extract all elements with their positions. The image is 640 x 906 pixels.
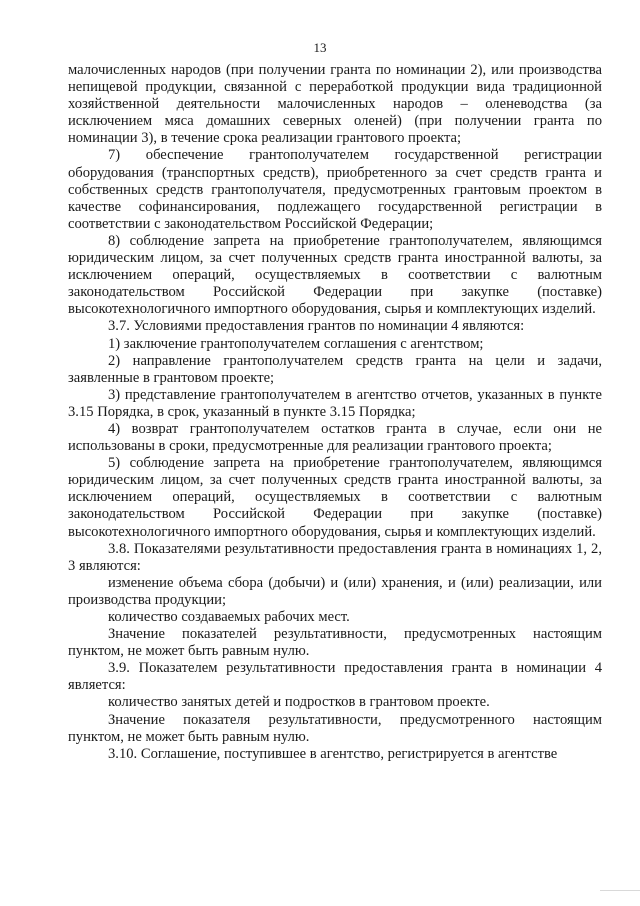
paragraph: количество создаваемых рабочих мест. <box>108 609 350 625</box>
scan-edge-artifact <box>600 890 640 906</box>
paragraph: 3.7. Условиями предоставления грантов по номинации 4 являются: <box>108 318 525 335</box>
paragraph: 1) заключение грантополучателем соглашения с агентством; <box>108 335 484 352</box>
paragraph: Значение показателя результативности, предусмотренного настоящим пунктом, не может быть равным нулю. <box>68 711 602 745</box>
paragraph: изменение объема сбора (добычи) и (или) хранения, и (или) реализации, или производства продукции; <box>68 574 602 608</box>
paragraph: 8) соблюдение запрета на приобретение грантополучателем, являющимся юридическим лицом, за счет полученных средств гранта иностранной валюты, за исключением операций, осуществляемых в соответствии с валютным законодательством Российской Федерации при закупке (поставке) высокотехнологичного импортного оборудования, сырья и комплектующих изделий. <box>68 232 602 318</box>
paragraph: 3) представление грантополучателем в агентство отчетов, указанных в пункте 3.15 Порядка, в срок, указанный в пункте 3.15 Порядка; <box>68 386 602 420</box>
paragraph: количество занятых детей и подростков в грантовом проекте. <box>108 694 490 711</box>
document-body <box>68 62 602 763</box>
paragraph: 4) возврат грантополучателем остатков гранта в случае, если они не использованы в сроки, предусмотренные для реализации грантового проекта; <box>68 420 602 455</box>
paragraph: 2) направление грантополучателем средств гранта на цели и задачи, заявленные в грантовом проекте; <box>68 352 602 386</box>
page-number: 13 <box>313 40 327 55</box>
paragraph: 3.10. Соглашение, поступившее в агентство, регистрируется в агентстве <box>108 745 558 762</box>
paragraph: 7) обеспечение грантополучателем государственной регистрации оборудования (транспортных средств), приобретенного за счет средств гранта и собственных средств грантополучателя, предусмотренных грантовым проектом в качестве софинансирования, подлежащего государственной регистрации в соответствии с законодательством Российской Федерации; <box>68 147 602 232</box>
paragraph: малочисленных народов (при получении гранта по номинации 2), или производства непищевой продукции, связанной с переработкой продукции вида традиционной хозяйственной деятельности малочисленных народов – оленеводства (за исключением мяса домашних северных оленей) (при получении гранта по номинации 3), в течение срока реализации грантового проекта; <box>68 62 602 147</box>
paragraph: 5) соблюдение запрета на приобретение грантополучателем, являющимся юридическим лицом, за счет полученных средств гранта иностранной валюты, за исключением операций, осуществляемых в соответствии с валютным законодательством Российской Федерации при закупке (поставке) высокотехнологичного импортного оборудования, сырья и комплектующих изделий. <box>68 455 602 540</box>
paragraph: 3.8. Показателями результативности предоставления гранта в номинациях 1, 2, 3 являются: <box>68 540 602 574</box>
paragraph: Значение показателей результативности, предусмотренных настоящим пунктом, не может быть равным нулю. <box>68 626 602 660</box>
paragraph: 3.9. Показателем результативности предоставления гранта в номинации 4 является: <box>68 660 602 694</box>
